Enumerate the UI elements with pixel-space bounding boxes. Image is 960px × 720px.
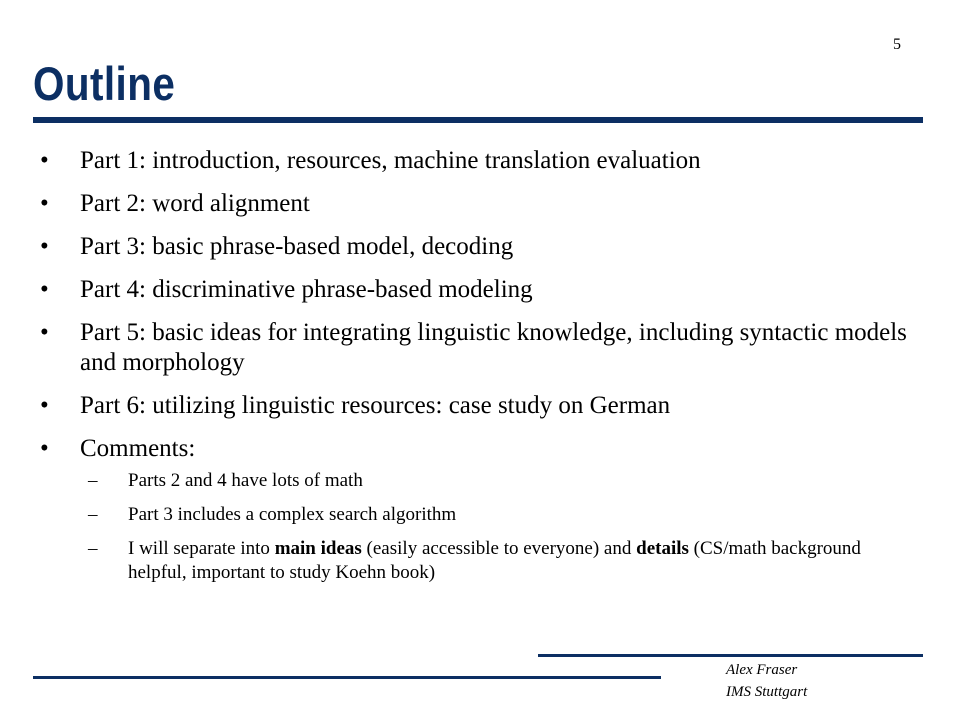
bullet-text: Part 1: introduction, resources, machine translation evaluation bbox=[80, 147, 701, 174]
bullet-text: Part 5: basic ideas for integrating linguistic knowledge, including syntactic models and morphology bbox=[80, 319, 907, 376]
comment-text: Part 3 includes a complex search algorithm bbox=[128, 504, 457, 525]
bullet-icon: • bbox=[40, 190, 49, 217]
bullet-item-part-5 bbox=[40, 318, 920, 378]
bullet-icon: • bbox=[40, 435, 49, 462]
slide-title: Outline bbox=[33, 57, 176, 110]
dash-icon: – bbox=[88, 538, 98, 559]
footer-rule-right bbox=[538, 654, 923, 657]
comment-text-pre: I will separate into bbox=[128, 538, 275, 559]
page-number: 5 bbox=[893, 36, 901, 53]
bullet-item-comments bbox=[40, 434, 920, 585]
dash-icon: – bbox=[88, 470, 98, 491]
bullet-icon: • bbox=[40, 392, 49, 419]
bullet-icon: • bbox=[40, 147, 49, 174]
comment-item bbox=[88, 469, 920, 493]
comment-item bbox=[88, 503, 920, 527]
bullet-text: Part 3: basic phrase-based model, decoding bbox=[80, 233, 514, 260]
footer-institution: IMS Stuttgart bbox=[726, 684, 808, 700]
bullet-list bbox=[40, 146, 920, 598]
title-rule bbox=[33, 117, 923, 123]
comment-text-post: (CS/math background helpful, important to study Koehn book) bbox=[128, 538, 861, 583]
bullet-item-part-1 bbox=[40, 146, 920, 176]
comment-bold-main-ideas: main ideas bbox=[274, 538, 362, 559]
bullet-icon: • bbox=[40, 233, 49, 260]
bullet-text: Comments: bbox=[80, 435, 196, 462]
bullet-icon: • bbox=[40, 276, 49, 303]
bullet-item-part-4 bbox=[40, 275, 920, 305]
bullet-item-part-6 bbox=[40, 391, 920, 421]
bullet-item-part-2 bbox=[40, 189, 920, 219]
comments-sublist bbox=[80, 469, 920, 585]
bullet-icon: • bbox=[40, 319, 49, 346]
dash-icon: – bbox=[88, 504, 98, 525]
comment-text-mid: (easily accessible to everyone) and bbox=[361, 538, 637, 559]
footer-author: Alex Fraser bbox=[726, 662, 798, 678]
bullet-text: Part 6: utilizing linguistic resources: case study on German bbox=[80, 392, 671, 419]
comment-item bbox=[88, 537, 920, 585]
comment-text: Parts 2 and 4 have lots of math bbox=[128, 470, 363, 491]
comment-bold-details: details bbox=[636, 538, 689, 559]
bullet-item-part-3 bbox=[40, 232, 920, 262]
bullet-text: Part 4: discriminative phrase-based modeling bbox=[80, 276, 533, 303]
bullet-text: Part 2: word alignment bbox=[80, 190, 310, 217]
footer-rule-left bbox=[33, 676, 661, 679]
